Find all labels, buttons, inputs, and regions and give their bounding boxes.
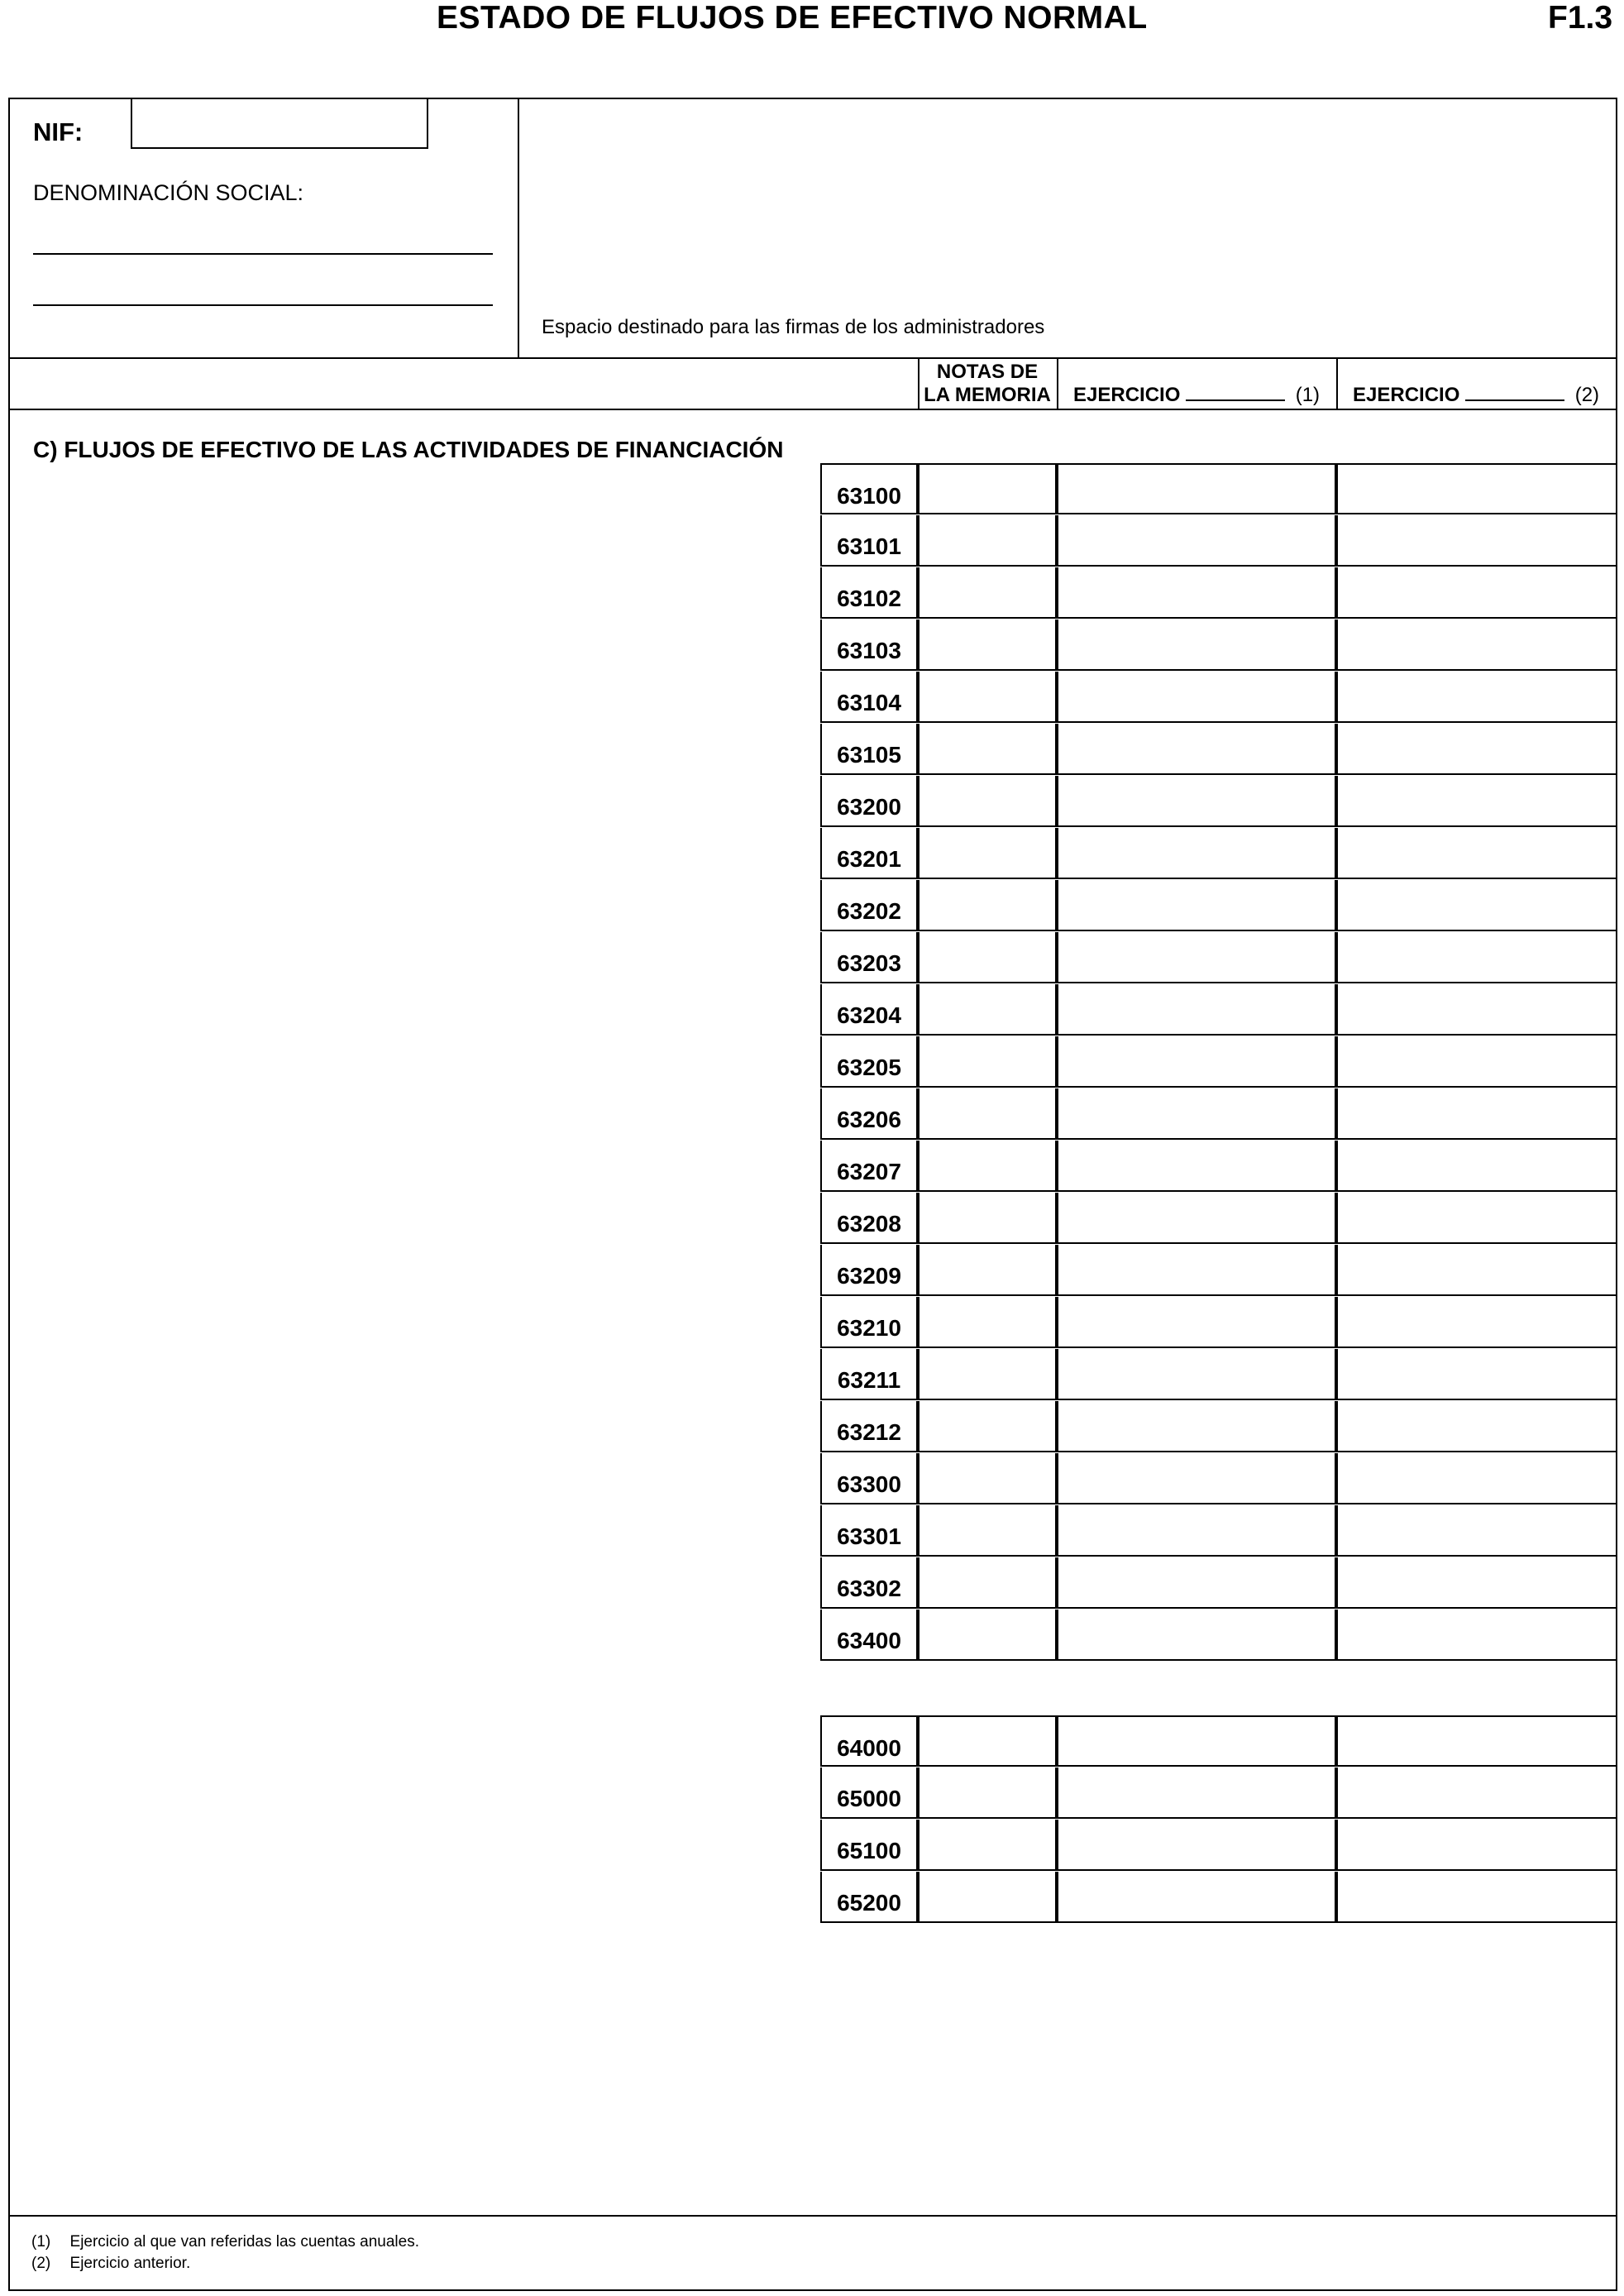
row-code: 63207 [820,1141,918,1192]
notas-cell[interactable] [918,619,1057,671]
ejercicio2-value-cell[interactable] [1336,1349,1617,1400]
page-title: ESTADO DE FLUJOS DE EFECTIVO NORMAL [437,0,1148,36]
table-row [33,740,804,773]
ejercicio2-value-cell[interactable] [1336,1036,1617,1088]
ejercicio1-value-cell[interactable] [1057,724,1336,775]
ejercicio1-value-cell[interactable] [1057,1141,1336,1192]
ejercicio1-value-cell[interactable] [1057,1036,1336,1088]
row-code: 63100 [820,463,918,514]
row-code: 63208 [820,1193,918,1244]
id-divider [518,98,519,357]
row-code: 63201 [820,828,918,879]
ejercicio2-year-blank[interactable] [1465,385,1564,401]
table-row [33,1574,804,1607]
row-code: 65100 [820,1820,918,1871]
ejercicio1-value-cell[interactable] [1057,1557,1336,1609]
table-row [33,1105,804,1138]
table-row [33,1522,804,1555]
row-code: 63209 [820,1245,918,1296]
id-bottom-rule [8,357,1617,359]
ejercicio1-ref: (1) [1295,384,1321,406]
denominacion-label: DENOMINACIÓN SOCIAL: [33,180,304,205]
table-row [33,584,804,617]
row-code: 63200 [820,776,918,827]
section-c-title: C) FLUJOS DE EFECTIVO DE LAS ACTIVIDADES DE FINANCIACIÓN [33,437,784,462]
row-code: 63210 [820,1297,918,1348]
footnote-1-num: (1) [31,2233,51,2251]
row-code: 63104 [820,672,918,723]
ejercicio1-value-cell[interactable] [1057,984,1336,1036]
table-row [33,1261,804,1294]
ejercicio1-value-cell[interactable] [1057,828,1336,879]
table-row [33,532,804,565]
ejercicio2-value-cell[interactable] [1336,463,1617,514]
nif-label: NIF: [33,117,84,146]
ejercicio2-value-cell[interactable] [1336,1401,1617,1452]
notas-cell[interactable] [918,515,1057,567]
ejercicio2-value-cell[interactable] [1336,1453,1617,1504]
table-row [33,1784,804,1817]
row-code: 63203 [820,932,918,983]
table-row [33,636,804,669]
table-row [33,1053,804,1086]
ejercicio1-value-cell[interactable] [1057,567,1336,619]
ejercicio1-value-cell[interactable] [1057,1453,1336,1504]
ejercicio2-label: EJERCICIO [1353,384,1460,406]
ejercicio2-value-cell[interactable] [1336,932,1617,983]
ejercicio2-value-cell[interactable] [1336,672,1617,723]
notas-cell[interactable] [918,776,1057,827]
table-row [33,949,804,982]
notas-cell[interactable] [918,1036,1057,1088]
notas-cell[interactable] [918,724,1057,775]
notas-cell[interactable] [918,1610,1057,1661]
row-code: 63205 [820,1036,918,1088]
ejercicio2-value-cell[interactable] [1336,880,1617,931]
notas-cell[interactable] [918,1088,1057,1140]
ejercicio2-value-cell[interactable] [1336,1141,1617,1192]
ejercicio2-value-cell[interactable] [1336,1767,1617,1819]
notas-cell[interactable] [918,1401,1057,1452]
row-code: 63102 [820,567,918,619]
ejercicio2-value-cell[interactable] [1336,1715,1617,1767]
ejercicio2-value-cell[interactable] [1336,1505,1617,1557]
ejercicio1-label: EJERCICIO [1073,384,1181,406]
notas-cell[interactable] [918,1297,1057,1348]
ejercicio1-value-cell[interactable] [1057,1245,1336,1296]
row-code: 63204 [820,984,918,1036]
row-code: 65000 [820,1767,918,1819]
ejercicio1-value-cell[interactable] [1057,776,1336,827]
row-code: 63300 [820,1453,918,1504]
denominacion-line-1[interactable] [33,253,493,255]
notas-cell[interactable] [918,1820,1057,1871]
ejercicio1-value-cell[interactable] [1057,1820,1336,1871]
ejercicio1-value-cell[interactable] [1057,1349,1336,1400]
row-code: 63302 [820,1557,918,1609]
notas-header-line1: NOTAS DE [936,361,1039,383]
row-code: 63211 [820,1349,918,1400]
notas-cell[interactable] [918,463,1057,514]
notas-cell[interactable] [918,880,1057,931]
ejercicio2-value-cell[interactable] [1336,1297,1617,1348]
ejercicio2-value-cell[interactable] [1336,984,1617,1036]
ejercicio2-value-cell[interactable] [1336,1610,1617,1661]
denominacion-line-2[interactable] [33,304,493,306]
table-row [33,897,804,930]
row-code: 63206 [820,1088,918,1140]
row-code: 64000 [820,1715,918,1767]
notas-cell[interactable] [918,828,1057,879]
table-row [33,1732,804,1765]
ejercicio1-value-cell[interactable] [1057,1193,1336,1244]
ejercicio2-value-cell[interactable] [1336,1872,1617,1923]
footnote-2-num: (2) [31,2255,51,2272]
row-code: 63202 [820,880,918,931]
row-code: 63105 [820,724,918,775]
hdr-sep-2 [1057,357,1058,409]
ejercicio2-value-cell[interactable] [1336,828,1617,879]
notas-cell[interactable] [918,1245,1057,1296]
row-code: 63212 [820,1401,918,1452]
ejercicio2-value-cell[interactable] [1336,1193,1617,1244]
footnote-1 [31,2233,419,2251]
ejercicio2-value-cell[interactable] [1336,1557,1617,1609]
row-code: 65200 [820,1872,918,1923]
notas-cell[interactable] [918,1193,1057,1244]
ejercicio2-value-cell[interactable] [1336,515,1617,567]
ejercicio1-value-cell[interactable] [1057,1505,1336,1557]
ejercicio1-value-cell[interactable] [1057,1297,1336,1348]
ejercicio1-value-cell[interactable] [1057,1088,1336,1140]
table-row [33,480,804,513]
ejercicio1-value-cell[interactable] [1057,463,1336,514]
notas-cell[interactable] [918,1557,1057,1609]
table-row [33,1366,804,1399]
footnote-rule [8,2215,1617,2217]
table-row [33,792,804,825]
table-row [33,1836,804,1869]
table-row [33,1888,804,1921]
notas-cell[interactable] [918,567,1057,619]
notas-cell[interactable] [918,1141,1057,1192]
hdr-sep-1 [918,357,919,409]
row-code: 63103 [820,619,918,671]
notas-cell[interactable] [918,984,1057,1036]
ejercicio1-value-cell[interactable] [1057,1767,1336,1819]
ejercicio2-value-cell[interactable] [1336,1088,1617,1140]
header-bottom-rule [8,409,1617,410]
row-code: 63101 [820,515,918,567]
firmas-label: Espacio destinado para las firmas de los administradores [542,316,1045,338]
notas-cell[interactable] [918,672,1057,723]
notas-header-line2: LA MEMORIA [924,384,1051,406]
ejercicio1-value-cell[interactable] [1057,1872,1336,1923]
ejercicio1-value-cell[interactable] [1057,515,1336,567]
notas-header [921,361,1053,407]
ejercicio1-value-cell[interactable] [1057,1715,1336,1767]
footnote-2 [31,2255,190,2273]
ejercicio1-value-cell[interactable] [1057,1401,1336,1452]
footnote-2-text: Ejercicio anterior. [69,2255,191,2272]
ejercicio2-value-cell[interactable] [1336,1820,1617,1871]
table-row [33,1313,804,1347]
hdr-sep-3 [1336,357,1338,409]
ejercicio1-year-blank[interactable] [1186,385,1285,401]
row-code: 63301 [820,1505,918,1557]
table-row [33,688,804,721]
ejercicio1-value-cell[interactable] [1057,1610,1336,1661]
notas-cell[interactable] [918,1505,1057,1557]
form-code: F1.3 [1548,0,1613,36]
nif-input-box[interactable] [131,98,428,149]
ejercicio2-value-cell[interactable] [1336,1245,1617,1296]
notas-cell[interactable] [918,1349,1057,1400]
ejercicio1-value-cell[interactable] [1057,672,1336,723]
table-row [33,844,804,878]
table-row [33,1157,804,1190]
footnote-1-text: Ejercicio al que van referidas las cuentas anuales. [69,2233,419,2251]
row-code: 63400 [820,1610,918,1661]
ejercicio2-header [1353,384,1599,407]
table-row [33,1470,804,1503]
ejercicio1-value-cell[interactable] [1057,932,1336,983]
table-row [33,1001,804,1034]
table-row [33,1626,804,1659]
ejercicio1-header [1073,384,1320,407]
ejercicio2-value-cell[interactable] [1336,776,1617,827]
notas-cell[interactable] [918,932,1057,983]
notas-cell[interactable] [918,1715,1057,1767]
ejercicio2-value-cell[interactable] [1336,567,1617,619]
ejercicio1-value-cell[interactable] [1057,880,1336,931]
notas-cell[interactable] [918,1872,1057,1923]
ejercicio2-value-cell[interactable] [1336,619,1617,671]
notas-cell[interactable] [918,1767,1057,1819]
ejercicio2-value-cell[interactable] [1336,724,1617,775]
table-row [33,1209,804,1242]
table-row [33,1418,804,1451]
ejercicio1-value-cell[interactable] [1057,619,1336,671]
ejercicio2-ref: (2) [1574,384,1600,406]
notas-cell[interactable] [918,1453,1057,1504]
